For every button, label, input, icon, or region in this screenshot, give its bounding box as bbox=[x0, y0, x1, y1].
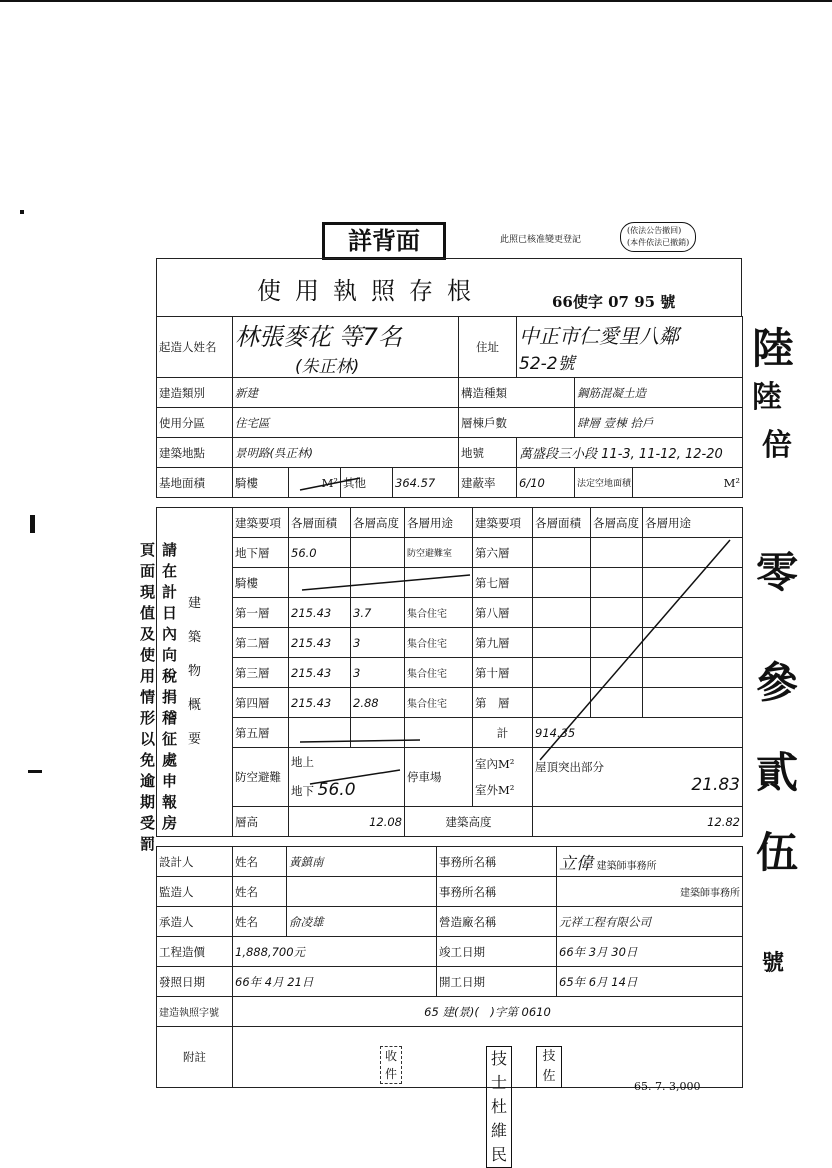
assistant-stamp: 技佐 bbox=[536, 1046, 562, 1088]
floor-height: 3.7 bbox=[351, 598, 405, 628]
parking-outdoor: 室外M² bbox=[475, 783, 515, 797]
floor-name-right: 第九層 bbox=[473, 628, 533, 658]
revoked-stamp-line1: (依法公告撤回) bbox=[627, 226, 682, 235]
floor-height: 3 bbox=[351, 658, 405, 688]
floor-name: 地下層 bbox=[233, 538, 289, 568]
issue-date: 66年 4月 21日 bbox=[233, 967, 437, 997]
detail-back-stamp: 詳背面 bbox=[322, 222, 446, 260]
right-edge-char: 陸 bbox=[752, 380, 782, 415]
side-label-4: 要 bbox=[187, 732, 201, 747]
designer-office: 立偉 bbox=[559, 854, 593, 874]
right-edge-char: 伍 bbox=[756, 828, 799, 877]
contractor-name-label: 姓名 bbox=[233, 907, 287, 937]
floor-name-right: 第十層 bbox=[473, 658, 533, 688]
designer-name: 黃鎮南 bbox=[287, 847, 437, 877]
site-value: 景明路(呉正林) bbox=[233, 438, 459, 468]
received-stamp: 收件 bbox=[380, 1046, 402, 1084]
ratio-label: 建蔽率 bbox=[459, 468, 517, 498]
floor-area: 56.0 bbox=[289, 538, 351, 568]
start-label: 開工日期 bbox=[437, 967, 557, 997]
ratio-value: 6/10 bbox=[517, 468, 575, 498]
completion-date: 66年 3月 30日 bbox=[557, 937, 743, 967]
shelter-below: 地下 bbox=[291, 784, 314, 798]
floor-use: 防空避難室 bbox=[405, 538, 473, 568]
supervisor-name-label: 姓名 bbox=[233, 877, 287, 907]
footer-code: 65. 7. 3,000 bbox=[634, 1080, 701, 1093]
floor-use: 集合住宅 bbox=[405, 688, 473, 718]
designer-office-suffix: 建築師事務所 bbox=[596, 861, 657, 872]
permit-label: 建造執照字號 bbox=[157, 997, 233, 1027]
category-label: 建造類別 bbox=[157, 378, 233, 408]
floor-use: 集合住宅 bbox=[405, 598, 473, 628]
floor-name: 第四層 bbox=[233, 688, 289, 718]
floor-height-label: 層高 bbox=[233, 807, 289, 837]
strike-line bbox=[310, 770, 400, 784]
license-number: 66使字 07 95 號 bbox=[552, 293, 676, 311]
address-label: 住址 bbox=[459, 317, 517, 378]
completion-label: 竣工日期 bbox=[437, 937, 557, 967]
contractor-name: 俞凌雄 bbox=[287, 907, 437, 937]
right-edge-char: 參 bbox=[756, 658, 799, 707]
arcade-unit: M² bbox=[289, 468, 341, 498]
col-head-use-left: 各層用途 bbox=[405, 508, 473, 538]
side-label-0: 建 bbox=[187, 596, 201, 611]
site-label: 建築地點 bbox=[157, 438, 233, 468]
area-label: 基地面積 bbox=[157, 468, 233, 498]
strike-line bbox=[300, 740, 420, 742]
shelter-below-value: 56.0 bbox=[317, 780, 356, 800]
col-head-item-left: 建築要項 bbox=[233, 508, 289, 538]
approval-note: 此照已核准變更登記 bbox=[500, 235, 582, 245]
total-value: 914.35 bbox=[533, 718, 743, 748]
arcade-label: 騎樓 bbox=[233, 468, 289, 498]
structure-value: 鋼筋混凝土造 bbox=[575, 378, 743, 408]
floor-name: 第二層 bbox=[233, 628, 289, 658]
side-label-1: 築 bbox=[187, 630, 201, 645]
supervisor-label: 監造人 bbox=[157, 877, 233, 907]
strike-line bbox=[300, 478, 360, 490]
builder-label-text: 起造人姓名 bbox=[159, 340, 217, 354]
lot-value: 萬盛段三小段 11-3, 11-12, 12-20 bbox=[517, 438, 743, 468]
designer-label: 設計人 bbox=[157, 847, 233, 877]
left-margin-note: 頁面現值及使用情形以免逾期受罰 bbox=[140, 541, 156, 853]
roof-value: 21.83 bbox=[691, 775, 740, 795]
building-height-value: 12.82 bbox=[533, 807, 743, 837]
right-edge-char: 零 bbox=[756, 548, 799, 597]
supervisor-office-suffix: 建築師事務所 bbox=[557, 877, 743, 907]
strike-line bbox=[540, 540, 730, 760]
floor-name: 第三層 bbox=[233, 658, 289, 688]
floor-name: 第五層 bbox=[233, 718, 289, 748]
side-label-2: 物 bbox=[187, 664, 201, 679]
designer-office-label: 事務所名稱 bbox=[437, 847, 557, 877]
left-margin-note-2: 請在計日內向稅捐稽征處申報房 bbox=[162, 541, 178, 832]
right-edge-char: 陸 bbox=[752, 324, 795, 373]
floor-area: 215.43 bbox=[289, 598, 351, 628]
right-edge-char: 貳 bbox=[756, 748, 799, 797]
col-head-use-right: 各層用途 bbox=[643, 508, 743, 538]
revoked-stamp-line2: (本件依法已撤銷) bbox=[627, 238, 690, 247]
structure-label: 構造種類 bbox=[459, 378, 575, 408]
col-head-area-right: 各層面積 bbox=[533, 508, 591, 538]
col-head-area-left: 各層面積 bbox=[289, 508, 351, 538]
right-edge-char: 號 bbox=[762, 950, 785, 976]
floor-name-right: 第七層 bbox=[473, 568, 533, 598]
category-value: 新建 bbox=[233, 378, 459, 408]
floor-area: 215.43 bbox=[289, 658, 351, 688]
floor-name: 騎樓 bbox=[233, 568, 289, 598]
parking-indoor: 室內M² bbox=[475, 757, 515, 771]
contractor-label: 承造人 bbox=[157, 907, 233, 937]
other-value: 364.57 bbox=[393, 468, 459, 498]
shelter-above: 地上 bbox=[291, 755, 314, 769]
floor-area: 215.43 bbox=[289, 688, 351, 718]
building-height-label: 建築高度 bbox=[405, 807, 533, 837]
contractor-office: 元祥工程有限公司 bbox=[557, 907, 743, 937]
cost-label: 工程造價 bbox=[157, 937, 233, 967]
builder-name: 林張麥花 等7名 bbox=[235, 323, 402, 351]
technician-stamp: 技士杜維民 bbox=[486, 1046, 512, 1168]
open-space-unit: M² bbox=[633, 468, 743, 498]
parking-label: 停車場 bbox=[405, 748, 473, 807]
floor-use: 集合住宅 bbox=[405, 658, 473, 688]
supervisor-office-label: 事務所名稱 bbox=[437, 877, 557, 907]
col-head-height-left: 各層高度 bbox=[351, 508, 405, 538]
designer-name-label: 姓名 bbox=[233, 847, 287, 877]
builder-address: 中正市仁愛里八鄰 bbox=[519, 324, 680, 348]
roof-label: 屋頂突出部分 bbox=[535, 760, 604, 774]
issue-label: 發照日期 bbox=[157, 967, 233, 997]
floors-label: 層棟戶數 bbox=[459, 408, 575, 438]
form-title: 使用執照存根 bbox=[257, 277, 485, 305]
contractor-office-label: 營造廠名稱 bbox=[437, 907, 557, 937]
floor-name-right: 第八層 bbox=[473, 598, 533, 628]
floors-value: 肆層 壹棟 拾戶 bbox=[575, 408, 743, 438]
cost-value: 1,888,700元 bbox=[233, 937, 437, 967]
builder-sub: (朱正林) bbox=[295, 357, 360, 377]
col-head-height-right: 各層高度 bbox=[591, 508, 643, 538]
floor-height: 2.88 bbox=[351, 688, 405, 718]
permit-value: 65 建(景)( )字第 0610 bbox=[233, 997, 743, 1027]
strike-line bbox=[302, 575, 470, 590]
floor-area: 215.43 bbox=[289, 628, 351, 658]
floor-use: 集合住宅 bbox=[405, 628, 473, 658]
note-label: 附註 bbox=[157, 1027, 233, 1088]
start-date: 65年 6月 14日 bbox=[557, 967, 743, 997]
lot-label: 地號 bbox=[459, 438, 517, 468]
side-label-3: 概 bbox=[187, 698, 201, 713]
floor-height-value: 12.08 bbox=[289, 807, 405, 837]
zone-label: 使用分區 bbox=[157, 408, 233, 438]
floor-name-right: 第 層 bbox=[473, 688, 533, 718]
floor-name: 第一層 bbox=[233, 598, 289, 628]
total-label: 計 bbox=[473, 718, 533, 748]
shelter-label: 防空避難 bbox=[233, 748, 289, 807]
floor-height: 3 bbox=[351, 628, 405, 658]
zone-value: 住宅區 bbox=[233, 408, 459, 438]
col-head-item-right: 建築要項 bbox=[473, 508, 533, 538]
right-edge-char: 倍 bbox=[762, 428, 792, 463]
builder-address2: 52-2號 bbox=[519, 354, 575, 374]
other-label: 其他 bbox=[341, 468, 393, 498]
open-space-label: 法定空地面積 bbox=[575, 468, 633, 498]
floor-name-right: 第六層 bbox=[473, 538, 533, 568]
